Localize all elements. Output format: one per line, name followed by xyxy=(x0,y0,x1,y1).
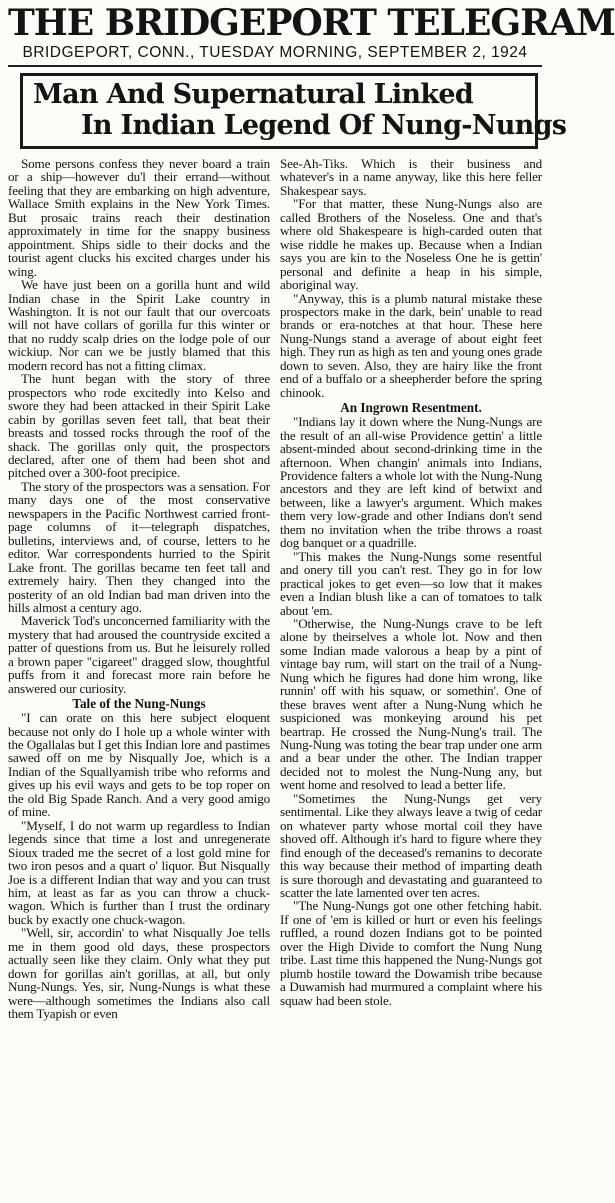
dateline: BRIDGEPORT, CONN., TUESDAY MORNING, SEPTEMBER 2, 1924 xyxy=(22,44,528,61)
paragraph: "The Nung-Nungs got one other fetching habit. If one of 'em is killed or hurt or even his feelings ruffled, a round dozen Indians got to be pointed over the High Divide to comfort the Nung Nung tribe. Last time this happened the Nung-Nungs got plumb hostile toward the Dowamish tribe because a Duwamish had murmured a complaint where his squaw had been stole. xyxy=(280,898,542,1008)
masthead-title: THE BRIDGEPORT TELEGRAM xyxy=(8,2,615,44)
subhead-right: An Ingrown Resentment. xyxy=(340,400,482,416)
paragraph: The story of the prospectors was a sensation. For many days one of the most conservative newspapers in the Pacific Northwest carried front-page columns of it—telegraph dispatches, bulletins, interviews and, of course, letters to he editor. War correspondents hurried to the Spirit Lake front. The gorillas became ten feet tall and extremely hairy. Then they changed into the posterity of an old Indian bad man driven into the hills almost a century ago. xyxy=(8,478,271,615)
paragraph: "I can orate on this here subject eloquent because not only do I hole up a whole winter with the Ogallalas but I get this Indian lore and pastimes sawed off on me by Nisqually Joe, which is a Indian of the Squallyamish tribe who reforms and gives up his evil ways and gets to be top roper on the old Big Spade Ranch. And a very good amigo of mine. xyxy=(8,710,270,820)
paragraph: "Well, sir, accordin' to what Nisqually Joe tells me in them good old days, these prospectors actually seen like they claim. Only what they put down for gorillas ain't gorillas, at all, but only Nung-Nungs. Yes, sir, Nung-Nungs is what these were—although sometimes the Indians also call them Tyapish or even xyxy=(8,925,270,1022)
paragraph: Maverick Tod's unconcerned familiarity with the mystery that had aroused the countryside excited a patter of questions from us. But he leisurely rolled a brown paper "cigareet" dragged slow, thoughtful puffs from it and forecast more rain before he answered our curiosity. xyxy=(8,613,270,696)
paragraph: "Anyway, this is a plumb natural mistake these prospectors make in the dark, bein' unable to read brands or era-notches at that hour. These here Nung-Nungs stand a average of about eight feet high. They run as high as ten and young ones grade down to seven. Also, they are hairy like the front end of a buffalo or a sheepherder before the spring chinook. xyxy=(280,290,542,400)
article-column-left xyxy=(8,157,270,1021)
article-column-right xyxy=(280,157,542,1021)
masthead-rule xyxy=(8,65,542,67)
headline xyxy=(33,79,567,141)
paragraph: The hunt began with the story of three prospectors who rode excitedly into Kelso and swore they had been attacked in their Spirit Lake cabin by gorillas seven feet tall, that beat their breasts and tossed rocks through the roof of the shack. The gorillas only quit, the prospectors declared, after one of them had been shot and pitched over a 300-foot precipice. xyxy=(8,371,270,481)
headline-box xyxy=(20,73,567,149)
paragraph: "Sometimes the Nung-Nungs get very sentimental. Like they always leave a twig of cedar on whatever party whose mortal coil they have shoved off. Although it's hard to figure where they find enough of the deceased's remanins to decorate this way because their method of imparting death is sure thorough and devastating and guaranteed to scatter the late lamented over ten acres. xyxy=(280,790,542,901)
subhead-left: Tale of the Nung-Nungs xyxy=(72,696,206,712)
paragraph: Some persons confess they never board a train or a ship—however du'l their errand—without feeling that they are embarking on high adventure, Wallace Smith explains in the New York Times. But prosaic trains reach their destination approximately in time for the snappy business appointment. Ships sidle to their docks and the tourist agent clucks his excited charges under his wing. xyxy=(8,156,270,279)
headline-line-2: In Indian Legend Of Nung-Nungs xyxy=(81,110,567,141)
paragraph: See-Ah-Tiks. Which is their business and whatever's in a name anyway, like this here feller Shakespear says. xyxy=(280,156,542,198)
paragraph: "Otherwise, the Nung-Nungs crave to be left alone by theirselves a whole lot. Now and then some Indian made valorous a heap by a pint of vintage bay rum, will start on the trail of a Nung-Nung which he figures had done him wrong, like runnin' off with his squaw, or somethin'. One of these braves went after a Nung-Nung which he suspicioned was monkeying around his pet beartrap. He crossed the Nung-Nung's trail. The Nung-Nung was toting the bear trap under one arm and a bear under the other. The Indian trapper decided not to molest the Nung-Nung any, but went home and resolved to lead a better life. xyxy=(280,615,542,793)
paragraph: We have just been on a gorilla hunt and wild Indian chase in the Spirit Lake country in Washington. It is not our fault that our overcoats will not have collars of gorilla fur this winter or that no ruddy scalp dries on the lodge pole of our wickiup. Nor can we be justly blamed that this modern record has not a fitting climax. xyxy=(8,277,270,373)
headline-line-1: Man And Supernatural Linked xyxy=(33,79,474,110)
paragraph: "For that matter, these Nung-Nungs also are called Brothers of the Noseless. One and that's where old Shakespeare is high-carded outen that wise riddle he makes up. Because when a Indian says you are kin to the Noseless One he is gettin' personal and definite a heap in his simple, aboriginal way. xyxy=(280,196,542,293)
paragraph: "This makes the Nung-Nungs some resentful and onery till you can't rest. They go in for low practical jokes to get even—so low that it makes even a Indian blush like a can of tomatoes to talk about 'em. xyxy=(280,548,542,618)
paragraph: "Indians lay it down where the Nung-Nungs are the result of an all-wise Providence gettin' a little absent-minded about second-drinking time in the afternoon. When changin' animals into Indians, Providence falters a whole lot with the Nung-Nung ancestors and they are left kind of betwixt and between, like a lawyer's argument. Which makes them very low-grade and other Indians don't send them no invitation when the tribe throws a roast dog banquet or a quadrille. xyxy=(280,414,542,551)
article-columns xyxy=(8,157,542,1021)
paragraph: "Myself, I do not warm up regardless to Indian legends since that time a lost and unregenerate Sioux traded me the secret of a lost gold mine for two iron pesos and a quart o' liquor. But Nisqually Joe is a different Indian that way and you can trust him, at least as far as you can throw a chuck-wagon. Which is further than I trust the ordinary buck by exactly one chuck-wagon. xyxy=(8,817,270,927)
